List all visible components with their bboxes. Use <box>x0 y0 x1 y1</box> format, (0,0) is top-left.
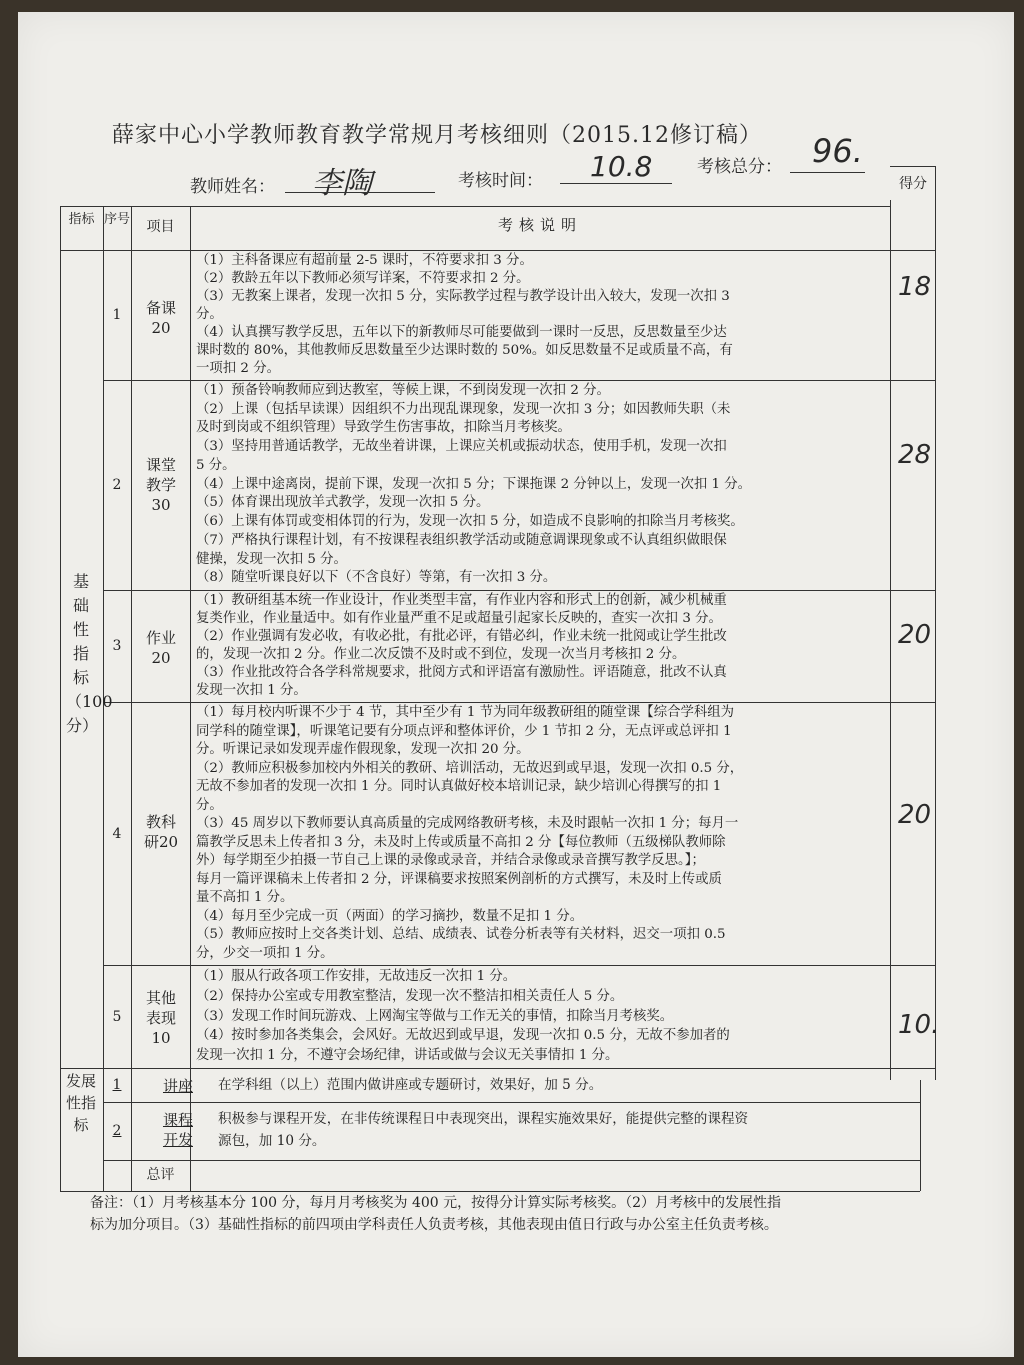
description-line: 及时到岗或不组织管理）导致学生伤害事故，扣除当月考核奖。 <box>196 420 571 436</box>
description-line: 课时数的 80%，其他教师反思数量至少达课时数的 50%。如反思数量不足或质量不高，有 <box>196 343 733 358</box>
footnote-line: 标为加分项目。（3）基础性指标的前四项由学科责任人负责考核，其他表现由值日行政与办公室主任负责考核。 <box>90 1217 778 1233</box>
description-line: （1）主科备课应有超前量 2-5 课时，不符要求扣 3 分。 <box>196 253 533 268</box>
description-line: （2）教师应积极参加校内外相关的教研、培训活动，无故迟到或早退，发现一次扣 0.5 分， <box>196 760 744 776</box>
document-title: 薛家中心小学教师教育教学常规月考核细则（2015.12修订稿） <box>112 123 762 148</box>
description-line: 发现一次扣 1 分，不遵守会场纪律，讲话或做与会议无关事情扣 1 分。 <box>196 1048 619 1064</box>
description-line: 源包，加 10 分。 <box>218 1133 326 1149</box>
row-description <box>196 382 886 588</box>
description-line: （4）认真撰写教学反思，五年以下的新教师尽可能要做到一课时一反思，反思数量至少达 <box>196 325 727 340</box>
teacher-name-label: 教师姓名： <box>190 177 275 197</box>
description-line: （1）教研组基本统一作业设计，作业类型丰富，有作业内容和形式上的创新，减少机械重 <box>196 593 727 608</box>
dev-row-seq: 1 <box>112 1077 122 1093</box>
row-seq: 1 <box>112 307 122 323</box>
description-line: 分，少交一项扣 1 分。 <box>196 945 334 961</box>
description-line: （1）预备铃响教师应到达教室，等候上课，不到岗发现一次扣 2 分。 <box>196 383 610 398</box>
row-seq: 3 <box>112 638 122 654</box>
row-score: 20 <box>898 620 932 650</box>
row-item: 教科研20 <box>143 813 179 851</box>
dev-row-description <box>218 1074 908 1096</box>
total-score-underline <box>790 172 865 173</box>
assessment-time-underline <box>560 183 672 184</box>
description-line: 分。听课记录如发现弄虚作假现象，发现一次扣 20 分。 <box>196 742 530 757</box>
total-score-value: 96. <box>812 132 863 170</box>
description-line: （4）每月至少完成一页（两面）的学习摘抄，数量不足扣 1 分。 <box>196 908 584 924</box>
row-score: 18 <box>898 272 932 302</box>
description-line: （7）严格执行课程计划，有不按课程表组织教学活动或随意调课现象或不认真组织做眼保 <box>196 532 727 548</box>
row-score: 20 <box>898 800 932 830</box>
row-item: 课堂教学30 <box>145 456 176 514</box>
description-line: 篇教学反思未上传者扣 3 分，未及时上传或质量不高扣 2 分【每位教师（五级梯队教师除 <box>196 834 726 850</box>
dev-row-item: 讲座 <box>162 1077 193 1095</box>
description-line: （3）作业批改符合各学科常规要求，批阅方式和评语富有激励性。评语随意，批改不认真 <box>196 665 727 680</box>
row-item: 备课20 <box>145 299 176 337</box>
teacher-name-underline <box>285 192 435 193</box>
row-description <box>196 592 886 700</box>
description-line: 量不高扣 1 分。 <box>196 890 294 905</box>
header-item: 项目 <box>146 219 175 235</box>
description-line: 同学科的随堂课】，听课笔记要有分项点评和整体评价，少 1 节扣 2 分，无点评或总评扣 1 <box>196 723 732 739</box>
row-description <box>196 252 886 378</box>
description-line: （2）保持办公室或专用教室整洁，发现一次不整洁扣相关责任人 5 分。 <box>196 988 624 1004</box>
description-line: （8）随堂听课良好以下（不含良好）等第，有一次扣 3 分。 <box>196 570 557 586</box>
summary-label: 总评 <box>146 1167 175 1183</box>
description-line: 健操，发现一次扣 5 分。 <box>196 551 347 567</box>
description-line: （1）每月校内听课不少于 4 节，其中至少有 1 节为同年级教研组的随堂课【综合学科组为 <box>196 705 735 720</box>
description-line: （5）体育课出现放羊式教学，发现一次扣 5 分。 <box>196 495 490 511</box>
description-line: （2）上课（包括早读课）因组织不力出现乱课现象，发现一次扣 3 分；如因教师失职（未 <box>196 401 731 417</box>
description-line: （6）上课有体罚或变相体罚的行为，发现一次扣 5 分，如造成不良影响的扣除当月考核奖。 <box>196 514 744 530</box>
description-line: （2）教龄五年以下教师必须写详案，不符要求扣 2 分。 <box>196 271 530 286</box>
header-seq: 序号 <box>103 212 130 227</box>
description-line: （3）无教案上课者，发现一次扣 5 分，实际教学过程与教学设计出入较大，发现一次扣 3 <box>196 289 730 304</box>
row-description <box>196 704 886 963</box>
description-line: 发现一次扣 1 分。 <box>196 683 307 698</box>
description-line: 外）每学期至少拍摄一节自己上课的录像或录音，并结合录像或录音撰写教学反思。】； <box>196 853 705 868</box>
description-line: 在学科组（以上）范围内做讲座或专题研讨，效果好，加 5 分。 <box>218 1077 603 1093</box>
row-description <box>196 967 886 1066</box>
row-score: 10. <box>898 1010 940 1040</box>
description-line: 分。 <box>196 797 223 813</box>
footnote-line: 备注：（1）月考核基本分 100 分，每月月考核奖为 400 元，按得分计算实际考核奖。（2）月考核中的发展性指 <box>90 1195 782 1211</box>
footnote <box>90 1192 960 1236</box>
row-score: 28 <box>898 440 932 470</box>
dev-row-item: 课程开发 <box>162 1111 193 1149</box>
description-line: 一项扣 2 分。 <box>196 361 280 376</box>
header-desc: 考核说明 <box>497 216 582 234</box>
description-line: 分。 <box>196 307 223 322</box>
description-line: 复类作业，作业量适中。如有作业量严重不足或超量引起家长反映的，查实一次扣 3 分。 <box>196 611 722 626</box>
basic-indicator-label: 基础性指标（100分） <box>66 572 113 735</box>
row-seq: 4 <box>112 825 122 842</box>
description-line: （3）坚持用普通话教学，无故坐着讲课，上课应关机或振动状态，使用手机，发现一次扣 <box>196 439 727 455</box>
assessment-time-value: 10.8 <box>590 150 653 183</box>
total-score-label: 考核总分： <box>697 157 782 177</box>
description-line: （5）教师应按时上交各类计划、总结、成绩表、试卷分析表等有关材料，迟交一项扣 0.5 <box>196 927 726 942</box>
description-line: 积极参与课程开发，在非传统课程日中表现突出，课程实施效果好，能提供完整的课程资 <box>218 1111 749 1127</box>
dev-indicator-label: 发展性指标 <box>66 1072 97 1134</box>
description-line: 无故不参加者的发现一次扣 1 分。同时认真做好校本培训记录，缺少培训心得撰写的扣 1 <box>196 779 722 794</box>
description-line: 每月一篇评课稿未上传者扣 2 分，评课稿要求按照案例剖析的方式撰写，未及时上传或质 <box>196 871 722 887</box>
header-score: 得分 <box>899 176 927 192</box>
dev-row-seq: 2 <box>112 1123 122 1139</box>
description-line: （4）按时参加各类集会，会风好。无故迟到或早退，发现一次扣 0.5 分，无故不参加者的 <box>196 1028 730 1044</box>
description-line: （3）45 周岁以下教师要认真高质量的完成网络教研考核，未及时跟帖一次扣 1 分；每月一 <box>196 816 739 831</box>
description-line: 的，发现一次扣 2 分。作业二次反馈不及时或不到位，发现一次当月考核扣 2 分。 <box>196 647 686 662</box>
teacher-name-value: 李陶 <box>312 166 372 201</box>
row-item: 作业20 <box>145 629 176 667</box>
description-line: （3）发现工作时间玩游戏、上网淘宝等做与工作无关的事情，扣除当月考核奖。 <box>196 1008 674 1024</box>
row-seq: 2 <box>112 477 122 493</box>
assessment-time-label: 考核时间： <box>458 171 543 191</box>
description-line: 5 分。 <box>196 457 236 473</box>
description-line: （1）服从行政各项工作安排，无故违反一次扣 1 分。 <box>196 969 517 984</box>
row-seq: 5 <box>112 1008 122 1025</box>
description-line: （2）作业强调有发必收，有收必批，有批必评，有错必纠，作业未统一批阅或让学生批改 <box>196 629 727 644</box>
description-line: （4）上课中途离岗，提前下课，发现一次扣 5 分；下课拖课 2 分钟以上，发现一次扣 1 分。 <box>196 476 752 492</box>
row-item: 其他表现10 <box>145 989 176 1047</box>
header-indicator: 指标 <box>68 212 95 227</box>
dev-row-description <box>218 1108 908 1152</box>
